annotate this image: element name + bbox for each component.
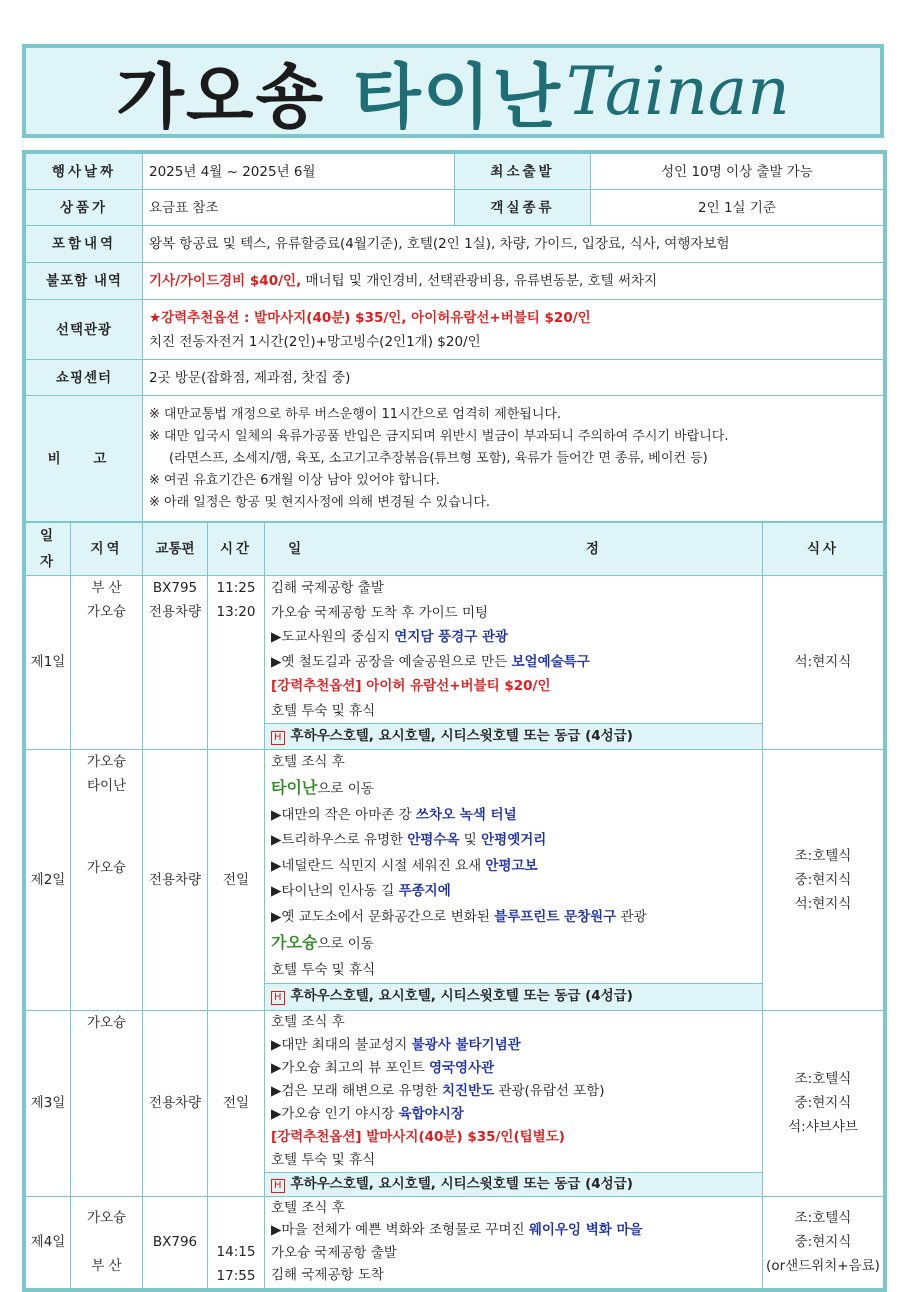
schedule-header	[26, 523, 884, 576]
info-row-excluded	[26, 263, 884, 300]
info-row-notes	[26, 396, 884, 522]
info-row-period	[26, 154, 884, 190]
title-latin: Tainan	[566, 52, 790, 130]
note-item: ※ 여권 유효기간은 6개월 이상 남아 있어야 합니다.	[149, 472, 440, 488]
day-row	[26, 749, 884, 1010]
included-label: 포함내역	[26, 226, 143, 263]
optional-value	[143, 300, 884, 360]
note-item: ※ 아래 일정은 항공 및 현지사정에 의해 변경될 수 있습니다.	[149, 494, 491, 510]
day-row	[26, 1196, 884, 1288]
hotel-icon: H	[271, 731, 285, 745]
room-label: 객실종류	[455, 190, 591, 226]
notes-value	[143, 396, 884, 522]
title-tainan: 타이난	[353, 55, 563, 138]
info-row-included	[26, 226, 884, 263]
day-time: 11:25 13:20	[208, 576, 265, 750]
day-region: 가오슝 타이난 가오슝	[71, 749, 143, 1010]
hotel-line: H 후하우스호텔, 요시호텔, 시티스윗호텔 또는 동급 (4성급)	[265, 983, 762, 1010]
excluded-label: 불포함 내역	[26, 263, 143, 300]
day-label: 제4일	[26, 1196, 71, 1288]
excluded-rest: 매너팁 및 개인경비, 선택관광비용, 유류변동분, 호텔 써차지	[301, 273, 658, 289]
day-transport: BX796	[143, 1196, 208, 1288]
day-meal: 조:호텔식 중:현지식 석:현지식	[763, 749, 884, 1010]
hotel-line: H 후하우스호텔, 요시호텔, 시티스윗호텔 또는 동급 (4성급)	[265, 723, 762, 749]
price-value: 요금표 참조	[143, 190, 455, 226]
day-row	[26, 576, 884, 750]
day-itinerary: 호텔 조식 후 타이난으로 이동 ▶대만의 작은 아마존 강 쓰차오 녹색 터널 ▶트리하우스로 유명한 안평수옥 및 안평옛거리 ▶네덜란드 식민지 시절 세워진 요새 안평고보 ▶타이난의 인사동 길 푸종지에 ▶옛 교도소에서 문화공간으로 변화된 블루프린트 문창원구 관광 가오슝으로 이동 호텔 투숙 및 휴식 H 후하우스호텔, 요시호텔, 시티스윗호텔 또는 동급 (4성급)	[265, 749, 763, 1010]
note-item: ※ 대만교통법 개정으로 하루 버스운행이 11시간으로 엄격히 제한됩니다.	[149, 406, 562, 422]
period-label: 행사날짜	[26, 154, 143, 190]
min-value: 성인 10명 이상 출발 가능	[591, 154, 884, 190]
day-transport: BX795 전용차량	[143, 576, 208, 750]
optional-label: 선택관광	[26, 300, 143, 360]
header-transport: 교통편	[143, 523, 208, 576]
day-meal: 조:호텔식 중:현지식 (or샌드위치+음료)	[763, 1196, 884, 1288]
header-region: 지역	[71, 523, 143, 576]
day-region: 가오슝	[71, 1010, 143, 1196]
excluded-guide-fee: 기사/가이드경비 $40/인,	[149, 273, 302, 289]
info-row-shopping	[26, 360, 884, 396]
hotel-line: H 후하우스호텔, 요시호텔, 시티스윗호텔 또는 동급 (4성급)	[265, 1172, 762, 1196]
day-label: 제3일	[26, 1010, 71, 1196]
hotel-icon: H	[271, 1179, 285, 1193]
header-day: 일자	[26, 523, 71, 576]
day-row	[26, 1010, 884, 1196]
schedule-table	[25, 522, 884, 1289]
day-label: 제1일	[26, 576, 71, 750]
info-row-optional	[26, 300, 884, 360]
excluded-value	[143, 263, 884, 300]
info-row-price	[26, 190, 884, 226]
header-time: 시간	[208, 523, 265, 576]
title-kaohsiung: 가오숑	[116, 55, 326, 138]
included-value: 왕복 항공료 및 텍스, 유류할증료(4월기준), 호텔(2인 1실), 차량, 가이드, 입장료, 식사, 여행자보험	[143, 226, 884, 263]
day-region: 가오슝 부 산	[71, 1196, 143, 1288]
day-time: 전일	[208, 749, 265, 1010]
day-itinerary: 호텔 조식 후 ▶대만 최대의 불교성지 불광사 불타기념관 ▶가오슝 최고의 뷰 포인트 영국영사관 ▶검은 모래 해변으로 유명한 치진반도 관광(유람선 포함) ▶가오슝 인기 야시장 육합야시장 [강력추천옵션] 발마사지(40분) $35/인(팁별도) 호텔 투숙 및 휴식 H 후하우스호텔, 요시호텔, 시티스윗호텔 또는 동급 (4성급)	[265, 1010, 763, 1196]
day-itinerary: 김해 국제공항 출발 가오슝 국제공항 도착 후 가이드 미팅 ▶도교사원의 중심지 연지담 풍경구 관광 ▶옛 철도길과 공장을 예술공원으로 만든 보얼예술특구 [강력추천옵션] 아이허 유람선+버블티 $20/인 호텔 투숙 및 휴식 H 후하우스호텔, 요시호텔, 시티스윗호텔 또는 동급 (4성급)	[265, 576, 763, 750]
price-label: 상품가	[26, 190, 143, 226]
day-transport: 전용차량	[143, 1010, 208, 1196]
header-itinerary: 일 정	[265, 523, 763, 576]
day-meal: 석:현지식	[763, 576, 884, 750]
note-item: (라면스프, 소세지/햄, 육포, 소고기고추장볶음(튜브형 포함), 육류가 들어간 면 종류, 베이컨 등)	[169, 450, 708, 466]
day-transport: 전용차량	[143, 749, 208, 1010]
hotel-icon: H	[271, 991, 285, 1005]
min-label: 최소출발	[455, 154, 591, 190]
notes-label: 비 고	[26, 396, 143, 522]
day-time: 전일	[208, 1010, 265, 1196]
optional-bike: 치진 전동자전거 1시간(2인)+망고빙수(2인1개) $20/인	[149, 333, 481, 350]
shopping-value: 2곳 방문(잡화점, 제과점, 찻집 중)	[143, 360, 884, 396]
header-meal: 식사	[763, 523, 884, 576]
day-label: 제2일	[26, 749, 71, 1010]
optional-recommended: ★강력추천옵션 : 발마사지(40분) $35/인, 아이허유람선+버블티 $20/인	[149, 309, 591, 326]
shopping-label: 쇼핑센터	[26, 360, 143, 396]
title-banner	[22, 44, 884, 138]
note-item: ※ 대만 입국시 일체의 육류가공품 반입은 금지되며 위반시 벌금이 부과되니 주의하여 주시기 바랍니다.	[149, 428, 729, 444]
day-meal: 조:호텔식 중:현지식 석:샤브샤브	[763, 1010, 884, 1196]
day-region: 부 산 가오슝	[71, 576, 143, 750]
day-time: 14:15 17:55	[208, 1196, 265, 1288]
info-table	[25, 153, 884, 522]
itinerary-document	[22, 150, 887, 1292]
period-value: 2025년 4월 ~ 2025년 6월	[143, 154, 455, 190]
room-value: 2인 1실 기준	[591, 190, 884, 226]
day-itinerary: 호텔 조식 후 ▶마을 전체가 예쁜 벽화와 조형물로 꾸며진 웨이우잉 벽화 마을 가오슝 국제공항 출발 김해 국제공항 도착	[265, 1196, 763, 1288]
